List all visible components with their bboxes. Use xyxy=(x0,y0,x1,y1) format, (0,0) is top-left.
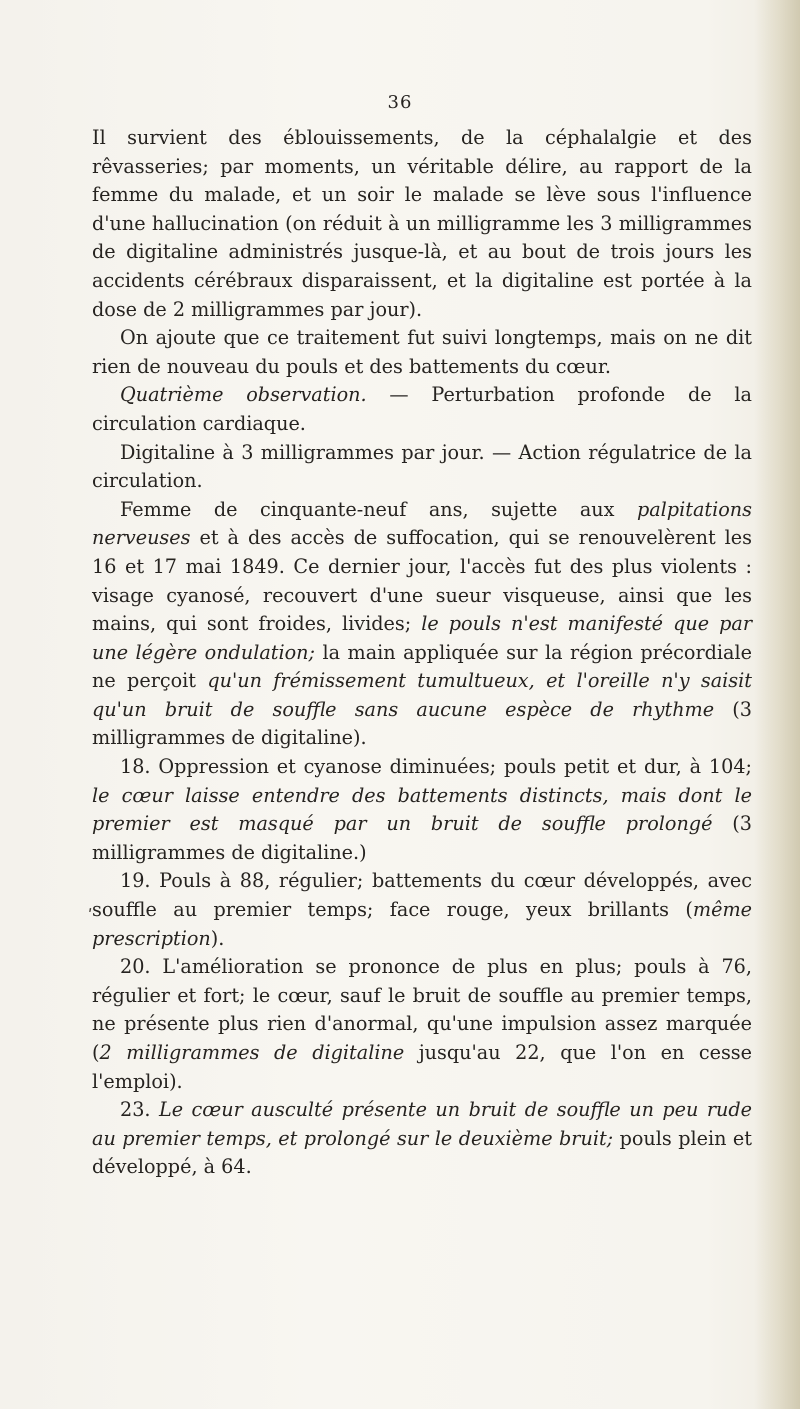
ink-mark: ʹ xyxy=(88,906,93,925)
body-text xyxy=(92,124,752,1182)
text-segment: 18. Oppression et cyanose diminuées; pouls petit et dur, à 104; xyxy=(120,755,752,779)
text-segment: 20. L'amélioration se prononce de plus en plus; pouls à 76, régulier et fort; le cœur, sauf le bruit de souffle au premier temps, ne présente plus rien d'anormal, qu'une impulsion assez marquée ( xyxy=(92,955,752,1064)
paragraph xyxy=(92,324,752,381)
text-segment: Femme de cinquante-neuf ans, sujette aux xyxy=(120,497,637,521)
text-segment: 19. Pouls à 88, régulier; battements du cœur développés, avec souffle au premier temps; face rouge, yeux brillants ( xyxy=(92,869,752,922)
text-segment: — Perturbation profonde de la circulation cardiaque. xyxy=(92,383,752,435)
italic-text: le pouls n'est manifesté que par une légère ondulation; xyxy=(92,612,752,664)
italic-text: même prescription xyxy=(92,898,752,950)
paragraph xyxy=(92,496,752,753)
paragraph xyxy=(92,1096,752,1182)
text-segment: ). xyxy=(210,926,225,950)
italic-text: Quatrième observation. xyxy=(120,383,367,407)
text-segment: (3 milligrammes de digitaline). xyxy=(92,697,753,750)
text-segment: pouls plein et développé, à 64. xyxy=(92,1126,752,1179)
italic-text: Le cœur ausculté présente un bruit de souffle un peu rude au premier temps, et prolongé sur le deuxième bruit; xyxy=(92,1098,752,1150)
italic-text: 2 milligrammes de digitaline xyxy=(99,1041,405,1064)
italic-text: qu'un frémissement tumultueux, et l'oreille n'y saisit qu'un bruit de souffle sans aucune espèce de rhythme xyxy=(92,669,752,721)
text-segment: On ajoute que ce traitement fut suivi longtemps, mais on ne dit rien de nouveau du pouls et des battements du cœur. xyxy=(92,326,752,378)
italic-text: le cœur laisse entendre des battements distincts, mais dont le premier est masqué par un bruit de souffle prolongé xyxy=(92,783,752,836)
text-segment: et à des accès de suffocation, qui se renouvelèrent les 16 et 17 mai 1849. Ce dernier jour, l'accès fut des plus violents : visage cyanosé, recouvert d'une sueur visqueuse, ainsi que les mains, qui sont froides, livides; xyxy=(92,526,752,636)
paragraph xyxy=(92,439,752,496)
text-segment: 23. xyxy=(120,1098,159,1122)
paragraph xyxy=(92,867,752,953)
paragraph xyxy=(92,381,752,438)
page-number: 36 xyxy=(387,92,413,113)
italic-text: palpitations nerveuses xyxy=(92,497,752,550)
text-segment: Il survient des éblouissements, de la céphalalgie et des rêvasseries; par moments, un véritable délire, au rapport de la femme du malade, et un soir le malade se lève sous l'influence d'une hallucination (on réduit à un milligramme les 3 milligrammes de digitaline administrés jusque-là, et au bout de trois jours les accidents cérébraux disparaissent, et la digitaline est portée à la dose de 2 milligrammes par jour). xyxy=(92,126,752,321)
page-edge-shadow xyxy=(754,0,800,1409)
paragraph xyxy=(92,124,752,324)
text-segment: Digitaline à 3 milligrammes par jour. — Action régulatrice de la circulation. xyxy=(92,440,752,493)
text-segment: jusqu'au 22, que l'on en cesse l'emploi). xyxy=(92,1041,753,1093)
text-segment: (3 milligrammes de digitaline.) xyxy=(92,812,752,864)
text-segment: la main appliquée sur la région précordiale ne perçoit xyxy=(92,640,752,693)
paragraph xyxy=(92,953,752,1096)
paragraph xyxy=(92,753,752,867)
